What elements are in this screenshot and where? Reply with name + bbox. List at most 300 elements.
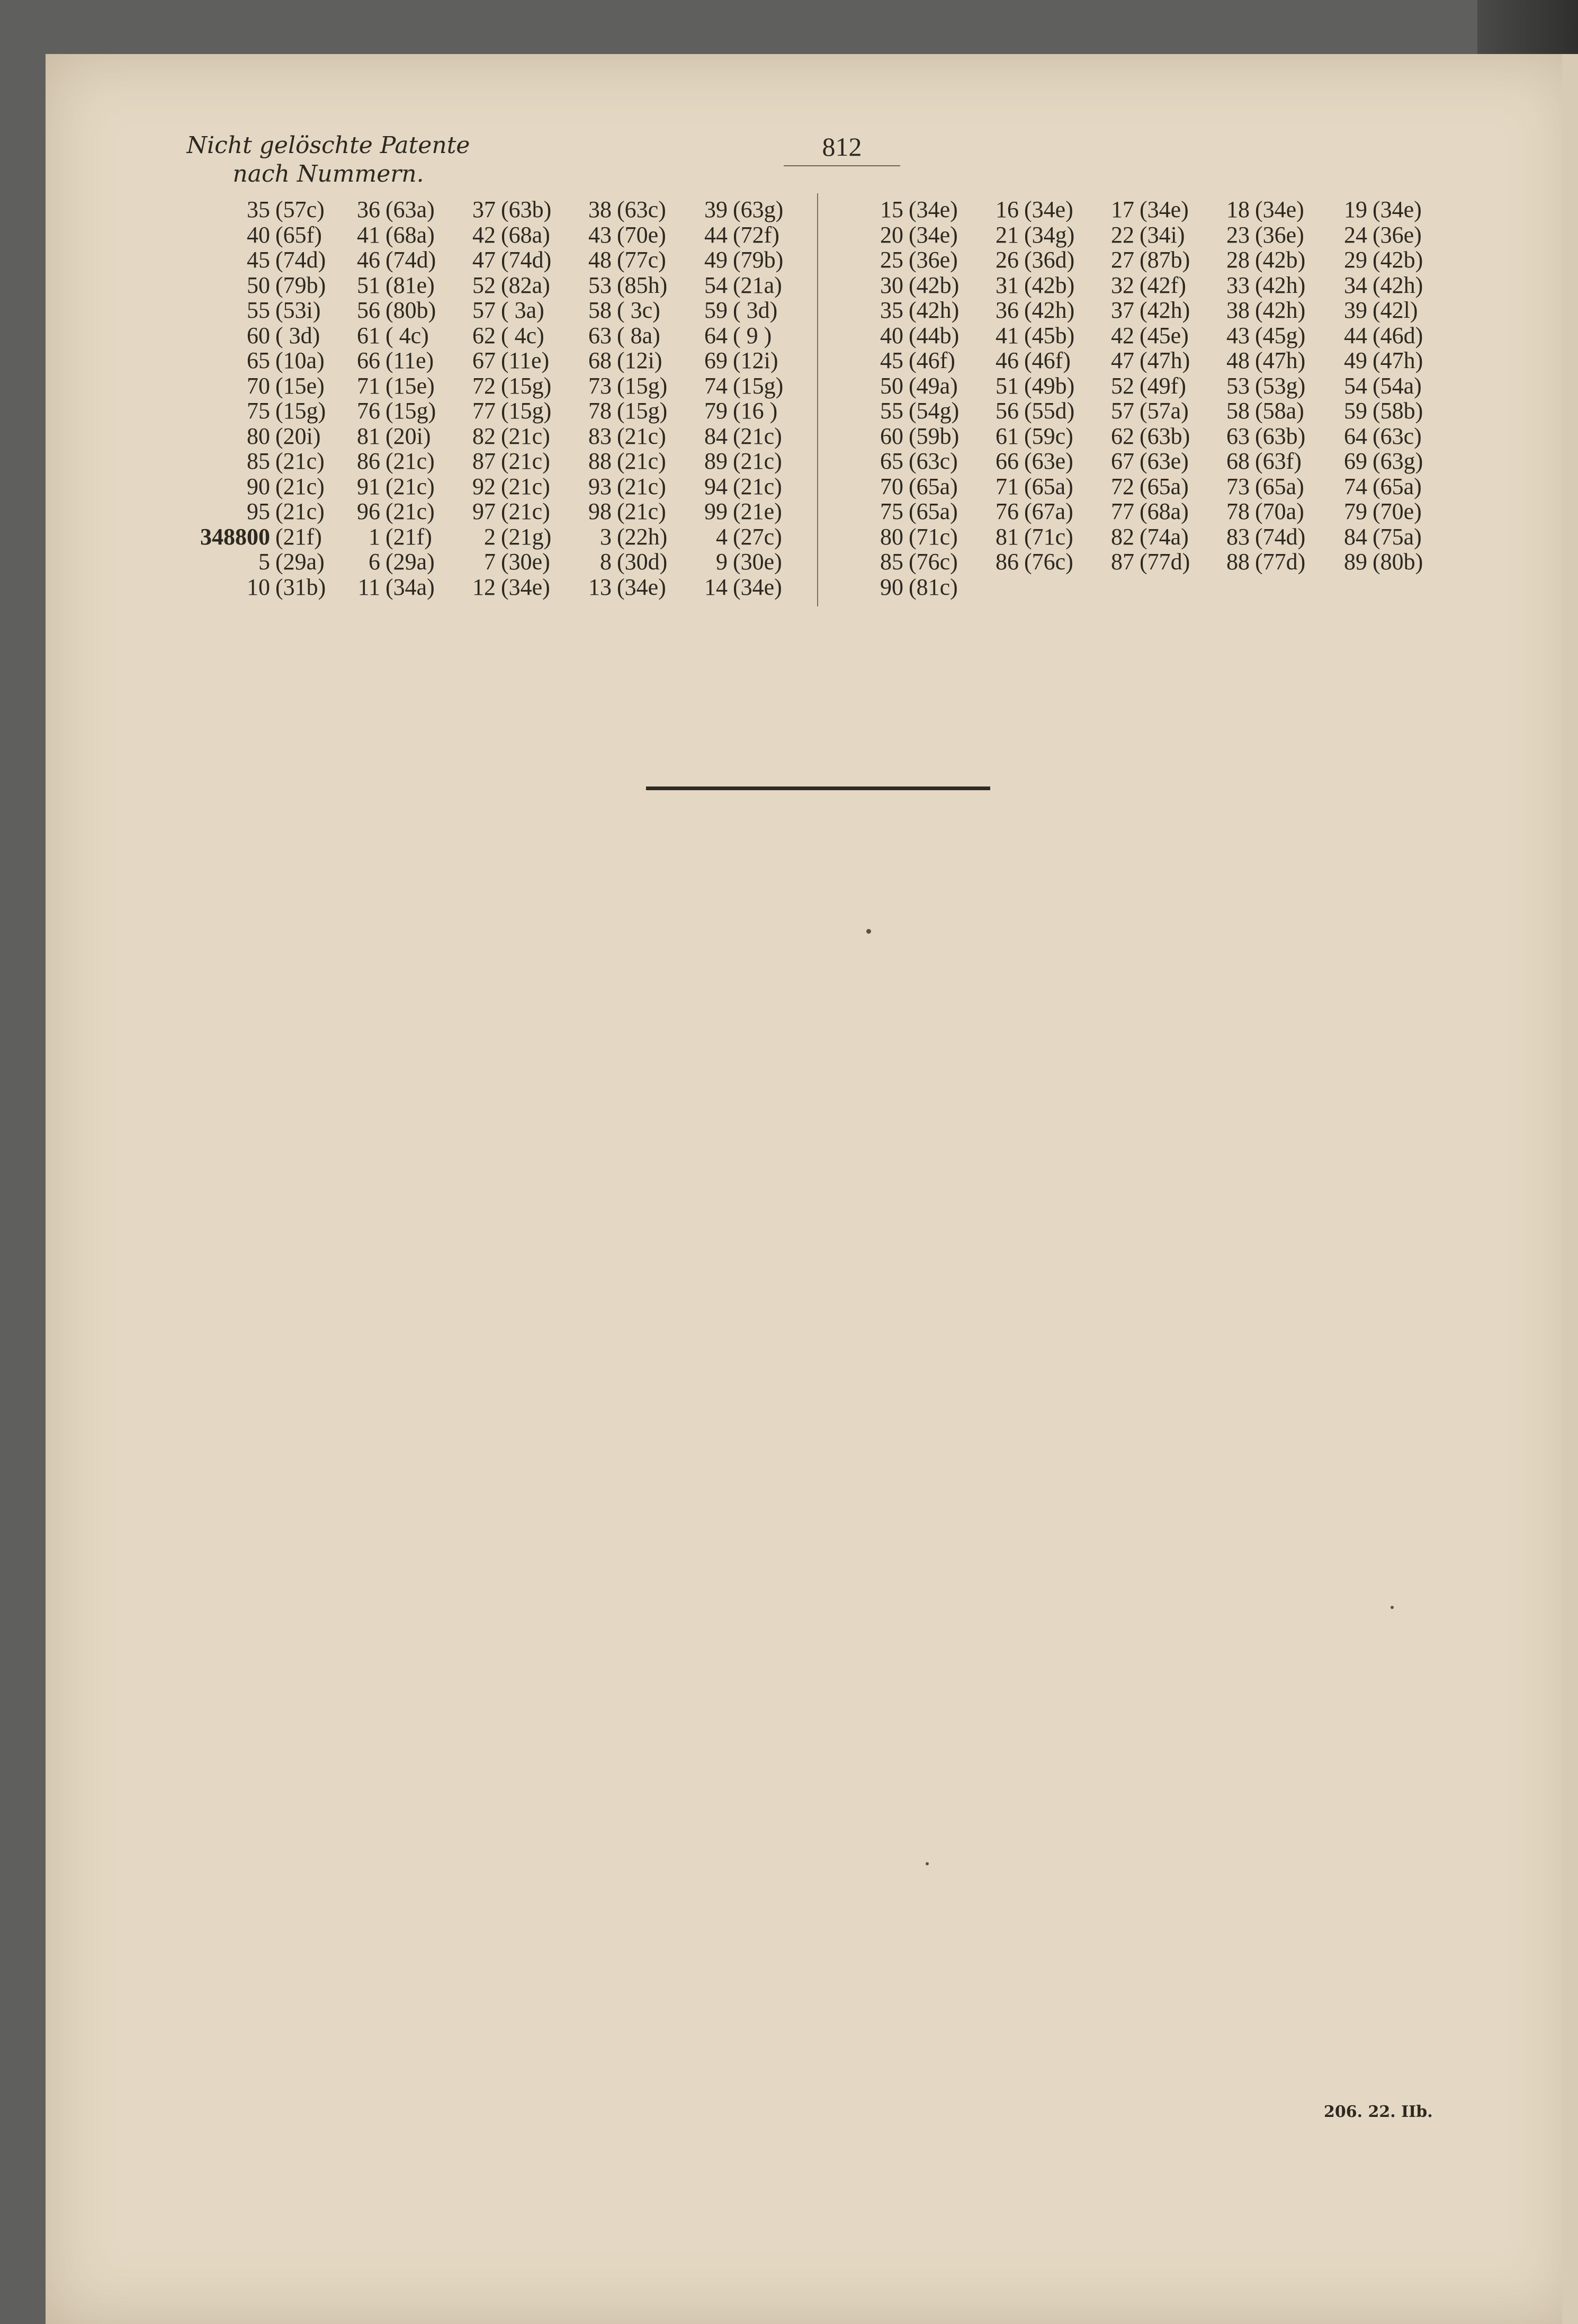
patent-class: (15g) xyxy=(501,372,552,399)
patent-class: (63a) xyxy=(385,196,435,222)
patent-class: (46f) xyxy=(909,347,955,373)
patent-class: (63e) xyxy=(1024,448,1073,474)
patent-number: 80 xyxy=(247,423,270,449)
patent-class: (80b) xyxy=(385,297,436,323)
patent-number: 41 xyxy=(357,221,380,248)
patent-class: (11e) xyxy=(501,347,550,373)
patent-class: (12i) xyxy=(733,347,778,373)
patent-class: (82a) xyxy=(501,272,550,298)
patent-number: 40 xyxy=(247,221,270,248)
patent-number: 70 xyxy=(880,473,903,499)
patent-class: (67a) xyxy=(1024,498,1073,524)
patent-number: 48 xyxy=(1226,347,1250,373)
patent-number: 4 xyxy=(716,523,728,550)
patent-entry xyxy=(638,449,818,474)
patent-class: (34e) xyxy=(501,574,550,600)
patent-number: 42 xyxy=(1111,322,1134,348)
patent-class: (77d) xyxy=(1255,549,1306,575)
patent-number: 80 xyxy=(880,523,903,550)
patent-number: 78 xyxy=(588,398,612,424)
patent-class: (21c) xyxy=(275,448,325,474)
patent-number: 47 xyxy=(472,247,496,273)
patent-number: 84 xyxy=(704,423,728,449)
patent-number: 58 xyxy=(1226,398,1250,424)
patent-number: 71 xyxy=(357,372,380,399)
patent-number: 10 xyxy=(247,574,270,600)
patent-number: 56 xyxy=(357,297,380,323)
patent-number: 19 xyxy=(1344,196,1367,222)
patent-entry xyxy=(638,298,818,323)
patent-entry xyxy=(1302,197,1457,222)
patent-number: 56 xyxy=(996,398,1019,424)
patent-class: (49f) xyxy=(1140,372,1186,399)
patent-number: 48 xyxy=(588,247,612,273)
patent-number: 36 xyxy=(357,196,380,222)
patent-number: 69 xyxy=(1344,448,1367,474)
patent-entry xyxy=(838,575,993,600)
patent-class: (21c) xyxy=(385,498,435,524)
patent-class: (15g) xyxy=(733,372,784,399)
header-title-line1: Nicht gelöschte Patente xyxy=(186,132,470,159)
patent-number: 74 xyxy=(704,372,728,399)
patent-class: (74a) xyxy=(1140,523,1189,550)
patent-class: (45b) xyxy=(1024,322,1075,348)
patent-number: 63 xyxy=(588,322,612,348)
patent-number: 75 xyxy=(247,398,270,424)
patent-class: (87b) xyxy=(1140,247,1190,273)
patent-number: 33 xyxy=(1226,272,1250,298)
patent-class: (21c) xyxy=(733,423,782,449)
patent-number: 40 xyxy=(880,322,903,348)
patent-class: (65a) xyxy=(1255,473,1304,499)
patent-number: 73 xyxy=(588,372,612,399)
patent-entry xyxy=(1302,449,1457,474)
patent-class: (77c) xyxy=(617,247,666,273)
patent-class: (49b) xyxy=(1024,372,1075,399)
patent-class: (34a) xyxy=(385,574,435,600)
patent-class: (75a) xyxy=(1373,523,1422,550)
patent-class: (70e) xyxy=(1373,498,1422,524)
patent-number: 72 xyxy=(472,372,496,399)
patent-entry xyxy=(1302,499,1457,524)
patent-number: 49 xyxy=(1344,347,1367,373)
patent-number: 32 xyxy=(1111,272,1134,298)
patent-class: (58a) xyxy=(1255,398,1304,424)
patent-entry xyxy=(1302,424,1457,449)
patent-class: (57c) xyxy=(275,196,325,222)
patent-number: 51 xyxy=(357,272,380,298)
patent-number: 91 xyxy=(357,473,380,499)
patent-number: 46 xyxy=(996,347,1019,373)
patent-number: 67 xyxy=(472,347,496,373)
patent-number: 8 xyxy=(600,549,612,575)
patent-number: 45 xyxy=(880,347,903,373)
patent-class: (34e) xyxy=(1373,196,1422,222)
patent-number: 75 xyxy=(880,498,903,524)
patent-number: 85 xyxy=(247,448,270,474)
patent-class: (22h) xyxy=(617,523,668,550)
patent-number: 66 xyxy=(996,448,1019,474)
patent-class: (76c) xyxy=(909,549,958,575)
patent-class: (36e) xyxy=(909,247,958,273)
patent-class: (63g) xyxy=(1373,448,1423,474)
patent-number: 87 xyxy=(472,448,496,474)
patent-class: (80b) xyxy=(1373,549,1423,575)
patent-number: 39 xyxy=(1344,297,1367,323)
patent-number: 76 xyxy=(996,498,1019,524)
patent-number: 44 xyxy=(704,221,728,248)
patent-class: (63e) xyxy=(1140,448,1189,474)
patent-class: (42b) xyxy=(1255,247,1306,273)
patent-class: (29a) xyxy=(385,549,435,575)
patent-number: 41 xyxy=(996,322,1019,348)
patent-number: 47 xyxy=(1111,347,1134,373)
patent-number: 83 xyxy=(1226,523,1250,550)
patent-entry xyxy=(638,424,818,449)
patent-number: 348800 xyxy=(200,523,270,550)
patent-number: 38 xyxy=(588,196,612,222)
patent-class: (65f) xyxy=(275,221,322,248)
patent-number: 52 xyxy=(472,272,496,298)
end-rule xyxy=(646,786,990,790)
patent-class: (63c) xyxy=(617,196,666,222)
patent-number: 34 xyxy=(1344,272,1367,298)
patent-class: (53i) xyxy=(275,297,321,323)
patent-number: 43 xyxy=(588,221,612,248)
patent-number: 59 xyxy=(704,297,728,323)
patent-class: (21c) xyxy=(617,498,666,524)
patent-number: 64 xyxy=(704,322,728,348)
patent-class: (36d) xyxy=(1024,247,1075,273)
patent-number: 57 xyxy=(472,297,496,323)
patent-class: (81c) xyxy=(909,574,958,600)
patent-number: 89 xyxy=(1344,549,1367,575)
patent-class: (21e) xyxy=(733,498,782,524)
patent-number: 82 xyxy=(1111,523,1134,550)
patent-class: (42l) xyxy=(1373,297,1418,323)
header-title-line2: nach Nummern. xyxy=(232,160,424,187)
patent-number: 83 xyxy=(588,423,612,449)
patent-class: (29a) xyxy=(275,549,325,575)
patent-number: 62 xyxy=(1111,423,1134,449)
patent-entry xyxy=(1302,298,1457,323)
patent-class: (21f) xyxy=(275,523,322,550)
patent-number: 99 xyxy=(704,498,728,524)
patent-class: (42b) xyxy=(1373,247,1423,273)
patent-class: (42f) xyxy=(1140,272,1186,298)
patent-number: 9 xyxy=(716,549,728,575)
patent-number: 28 xyxy=(1226,247,1250,273)
patent-number: 94 xyxy=(704,473,728,499)
patent-number: 30 xyxy=(880,272,903,298)
patent-class: (27c) xyxy=(733,523,782,550)
patent-number: 5 xyxy=(258,549,270,575)
patent-number: 46 xyxy=(357,247,380,273)
patent-number: 76 xyxy=(357,398,380,424)
patent-class: (36e) xyxy=(1255,221,1304,248)
patent-number: 1 xyxy=(369,523,380,550)
patent-class: (54a) xyxy=(1373,372,1422,399)
patent-number: 36 xyxy=(996,297,1019,323)
patent-class: (72f) xyxy=(733,221,779,248)
patent-number: 78 xyxy=(1226,498,1250,524)
patent-class: (68a) xyxy=(1140,498,1189,524)
patent-class: (79b) xyxy=(733,247,784,273)
patent-number: 86 xyxy=(996,549,1019,575)
patent-class: (45g) xyxy=(1255,322,1306,348)
patent-entry xyxy=(638,273,818,298)
patent-number: 2 xyxy=(484,523,496,550)
patent-number: 44 xyxy=(1344,322,1367,348)
patent-entry xyxy=(638,575,818,600)
patent-number: 97 xyxy=(472,498,496,524)
patent-number: 37 xyxy=(1111,297,1134,323)
patent-number: 62 xyxy=(472,322,496,348)
patent-entry xyxy=(1302,247,1457,273)
patent-number: 51 xyxy=(996,372,1019,399)
patent-class: (74d) xyxy=(385,247,436,273)
patent-class: (31b) xyxy=(275,574,326,600)
paper-speck xyxy=(926,1862,929,1865)
patent-class: (65a) xyxy=(909,498,958,524)
patent-class: (42b) xyxy=(1024,272,1075,298)
patent-number: 54 xyxy=(704,272,728,298)
patent-class: (63g) xyxy=(733,196,784,222)
patent-class: (42h) xyxy=(1140,297,1190,323)
patent-class: (34e) xyxy=(909,221,958,248)
patent-class: (70a) xyxy=(1255,498,1304,524)
patent-class: (55d) xyxy=(1024,398,1075,424)
patent-number: 58 xyxy=(588,297,612,323)
patent-entry xyxy=(1302,323,1457,348)
patent-class: (81e) xyxy=(385,272,435,298)
patent-entry xyxy=(1302,474,1457,499)
patent-number: 77 xyxy=(1111,498,1134,524)
patent-class: (65a) xyxy=(1140,473,1189,499)
patent-number: 16 xyxy=(996,196,1019,222)
patent-number: 98 xyxy=(588,498,612,524)
patent-class: (30e) xyxy=(501,549,550,575)
patent-number: 20 xyxy=(880,221,903,248)
patent-class: (15e) xyxy=(385,372,435,399)
patent-number: 3 xyxy=(600,523,612,550)
patent-number: 53 xyxy=(1226,372,1250,399)
patent-class: (47h) xyxy=(1255,347,1306,373)
patent-class: (21c) xyxy=(733,448,782,474)
patent-class: (63c) xyxy=(1373,423,1422,449)
patent-entry xyxy=(638,348,818,373)
patent-class: (10a) xyxy=(275,347,325,373)
patent-class: (46f) xyxy=(1024,347,1071,373)
patent-class: ( 9 ) xyxy=(733,322,772,348)
patent-class: (34e) xyxy=(1140,196,1189,222)
patent-class: (65a) xyxy=(1373,473,1422,499)
patent-class: (70e) xyxy=(617,221,666,248)
patent-number: 38 xyxy=(1226,297,1250,323)
patent-class: (46d) xyxy=(1373,322,1423,348)
patent-class: (77d) xyxy=(1140,549,1190,575)
patent-class: (42b) xyxy=(909,272,960,298)
patent-number: 37 xyxy=(472,196,496,222)
patent-class: (63b) xyxy=(1255,423,1306,449)
patent-class: (68a) xyxy=(385,221,435,248)
patent-number: 95 xyxy=(247,498,270,524)
patent-class: (21c) xyxy=(275,473,325,499)
patent-number: 68 xyxy=(588,347,612,373)
printer-code: 206. 22. IIb. xyxy=(1324,2103,1433,2121)
patent-number: 53 xyxy=(588,272,612,298)
patent-entry xyxy=(638,222,818,248)
patent-number: 52 xyxy=(1111,372,1134,399)
patent-number: 74 xyxy=(1344,473,1367,499)
patent-class: (65a) xyxy=(909,473,958,499)
patent-number: 60 xyxy=(880,423,903,449)
patent-number: 43 xyxy=(1226,322,1250,348)
patent-class: (16 ) xyxy=(733,398,778,424)
patent-number: 14 xyxy=(704,574,728,600)
patent-entry xyxy=(638,247,818,273)
page-header-title xyxy=(180,131,477,189)
patent-number: 73 xyxy=(1226,473,1250,499)
patent-number: 67 xyxy=(1111,448,1134,474)
patent-class: (71c) xyxy=(1024,523,1073,550)
patent-class: (11e) xyxy=(385,347,434,373)
patent-entry xyxy=(638,474,818,499)
patent-number: 24 xyxy=(1344,221,1367,248)
patent-class: (74d) xyxy=(275,247,326,273)
patent-entry xyxy=(638,197,818,222)
patent-entry xyxy=(1302,222,1457,248)
patent-class: (15e) xyxy=(275,372,325,399)
patent-entry xyxy=(638,499,818,524)
patent-number: 45 xyxy=(247,247,270,273)
patent-class: (57a) xyxy=(1140,398,1189,424)
patent-number: 21 xyxy=(996,221,1019,248)
patent-class: (34e) xyxy=(733,574,782,600)
patent-number: 42 xyxy=(472,221,496,248)
patent-number: 79 xyxy=(704,398,728,424)
patent-number: 61 xyxy=(357,322,380,348)
patent-class: (21c) xyxy=(385,473,435,499)
patent-class: (63b) xyxy=(501,196,552,222)
patent-entry xyxy=(1302,524,1457,550)
patent-number: 50 xyxy=(880,372,903,399)
patent-class: (21c) xyxy=(617,448,666,474)
paper-speck xyxy=(1391,1606,1394,1609)
patent-class: (21c) xyxy=(617,423,666,449)
patent-class: (59c) xyxy=(1024,423,1073,449)
patent-number: 18 xyxy=(1226,196,1250,222)
patent-entry xyxy=(1302,348,1457,373)
patent-number: 11 xyxy=(357,574,380,600)
patent-class: (42h) xyxy=(1255,297,1306,323)
patent-entry xyxy=(1302,273,1457,298)
patent-class: (53g) xyxy=(1255,372,1306,399)
patent-class: (21c) xyxy=(275,498,325,524)
patent-number: 93 xyxy=(588,473,612,499)
patent-number: 22 xyxy=(1111,221,1134,248)
patent-number: 60 xyxy=(247,322,270,348)
patent-class: (74d) xyxy=(1255,523,1306,550)
patent-number: 71 xyxy=(996,473,1019,499)
patent-number: 54 xyxy=(1344,372,1367,399)
patent-class: ( 3d) xyxy=(733,297,778,323)
patent-number: 84 xyxy=(1344,523,1367,550)
patent-class: (34e) xyxy=(1024,196,1073,222)
patent-class: ( 3d) xyxy=(275,322,320,348)
patent-number: 81 xyxy=(996,523,1019,550)
patent-number: 17 xyxy=(1111,196,1134,222)
patent-class: ( 4c) xyxy=(501,322,544,348)
patent-number: 7 xyxy=(484,549,496,575)
patent-number: 49 xyxy=(704,247,728,273)
patent-number: 35 xyxy=(880,297,903,323)
patent-entry xyxy=(638,373,818,399)
patent-class: (34g) xyxy=(1024,221,1075,248)
patent-number: 66 xyxy=(357,347,380,373)
patent-number: 70 xyxy=(247,372,270,399)
patent-class: (21c) xyxy=(733,473,782,499)
patent-number: 57 xyxy=(1111,398,1134,424)
patent-class: (45e) xyxy=(1140,322,1189,348)
patent-class: (30e) xyxy=(733,549,782,575)
patent-entry xyxy=(638,524,818,550)
patent-number: 65 xyxy=(247,347,270,373)
patent-number: 26 xyxy=(996,247,1019,273)
patent-class: ( 3c) xyxy=(617,297,660,323)
patent-class: (74d) xyxy=(501,247,552,273)
patent-entry xyxy=(1302,373,1457,399)
patent-number: 39 xyxy=(704,196,728,222)
patent-class: (21f) xyxy=(385,523,432,550)
patent-number: 25 xyxy=(880,247,903,273)
page-edge xyxy=(1562,54,1578,2324)
patent-number: 81 xyxy=(357,423,380,449)
patent-number: 6 xyxy=(369,549,380,575)
patent-entry xyxy=(1302,398,1457,424)
patent-class: (34e) xyxy=(1255,196,1304,222)
patent-class: (21c) xyxy=(501,423,550,449)
patent-class: (34e) xyxy=(617,574,666,600)
patent-class: (20i) xyxy=(275,423,321,449)
patent-number: 55 xyxy=(880,398,903,424)
patent-class: (44b) xyxy=(909,322,960,348)
patent-class: (76c) xyxy=(1024,549,1073,575)
patent-class: (21g) xyxy=(501,523,552,550)
patent-number: 92 xyxy=(472,473,496,499)
patent-class: (71c) xyxy=(909,523,958,550)
patent-class: (65a) xyxy=(1024,473,1073,499)
patent-number: 31 xyxy=(996,272,1019,298)
patent-class: (34e) xyxy=(909,196,958,222)
patent-number: 96 xyxy=(357,498,380,524)
patent-class: (21c) xyxy=(385,448,435,474)
patent-class: (49a) xyxy=(909,372,958,399)
patent-number: 90 xyxy=(880,574,903,600)
patent-number: 88 xyxy=(1226,549,1250,575)
patent-number: 23 xyxy=(1226,221,1250,248)
patent-number: 72 xyxy=(1111,473,1134,499)
patent-number: 35 xyxy=(247,196,270,222)
patent-number: 69 xyxy=(704,347,728,373)
patent-number: 27 xyxy=(1111,247,1134,273)
patent-class: ( 8a) xyxy=(617,322,660,348)
patent-class: (63c) xyxy=(909,448,958,474)
patent-class: (34i) xyxy=(1140,221,1185,248)
patent-class: (47h) xyxy=(1140,347,1190,373)
patent-number: 89 xyxy=(704,448,728,474)
patent-number: 12 xyxy=(472,574,496,600)
